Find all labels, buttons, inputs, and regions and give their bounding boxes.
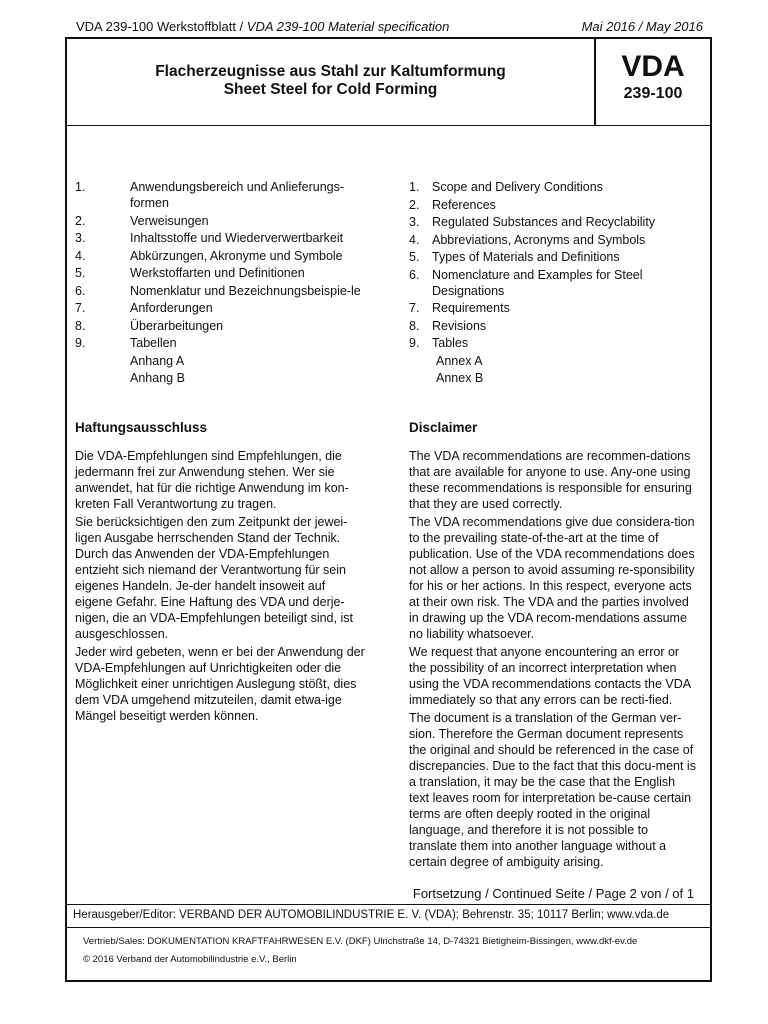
toc-item-number: 1. xyxy=(409,180,420,194)
toc-item-number: 1. xyxy=(75,180,86,194)
document-frame xyxy=(65,37,712,982)
toc-item-number: 4. xyxy=(409,232,420,247)
toc-item-label: Werkstoffarten und Definitionen xyxy=(130,266,305,280)
toc-item-label: Types of Materials and Definitions xyxy=(432,250,620,264)
page-continuation: Fortsetzung / Continued Seite / Page 2 von / of 1 xyxy=(412,886,694,901)
toc-item xyxy=(75,213,365,229)
toc-item-label: Nomenclature and Examples for Steel Designations xyxy=(432,267,643,298)
toc-item xyxy=(409,318,697,334)
header-title-de: VDA 239-100 Werkstoffblatt / xyxy=(76,19,247,34)
toc-item-number: 8. xyxy=(75,318,86,333)
vda-document-number: 239-100 xyxy=(623,85,683,102)
toc-item-number: 4. xyxy=(75,248,86,263)
title-de: Flacherzeugnisse aus Stahl zur Kaltumformung xyxy=(155,63,506,80)
toc-item-number: 7. xyxy=(75,301,86,315)
toc-item-label: Abbreviations, Acronyms and Symbols xyxy=(432,232,646,247)
toc-item xyxy=(75,265,365,281)
vda-brand: VDA xyxy=(621,50,685,83)
toc-annex-item: Anhang A xyxy=(130,353,185,368)
document-titles xyxy=(67,63,594,99)
toc-item-number: 2. xyxy=(75,213,86,228)
toc-item xyxy=(409,335,697,351)
toc-item-label: References xyxy=(432,197,496,212)
toc-item-label: Überarbeitungen xyxy=(130,318,224,333)
toc-item-number: 5. xyxy=(75,266,86,280)
document-header-left xyxy=(76,19,449,34)
toc-item-label: Inhaltsstoffe und Wiederverwertbarkeit xyxy=(130,231,344,245)
title-en: Sheet Steel for Cold Forming xyxy=(223,81,438,98)
toc-item xyxy=(409,267,697,299)
toc-item-number: 5. xyxy=(409,250,420,264)
toc-item-label: Anforderungen xyxy=(130,301,213,315)
toc-item-label: Abkürzungen, Akronyme und Symbole xyxy=(130,248,343,263)
toc-item xyxy=(409,249,697,265)
toc-item-number: 3. xyxy=(75,231,86,245)
toc-item-number: 8. xyxy=(409,318,420,333)
copyright: © 2016 Verband der Automobilindustrie e.V., Berlin xyxy=(83,954,297,965)
toc-item-number: 7. xyxy=(409,301,420,315)
toc-german xyxy=(75,179,365,388)
toc-item-number: 9. xyxy=(75,336,86,350)
disclaimer-paragraph: The VDA recommendations are recommen-dations that are available for anyone to use. Any-one using these recommendations is responsible for ensuring that they are used correctly. xyxy=(409,449,692,511)
toc-item xyxy=(75,318,365,334)
document-date: Mai 2016 / May 2016 xyxy=(581,19,703,34)
toc-item xyxy=(75,230,365,246)
toc-annex-item: Annex A xyxy=(436,353,483,368)
disclaimer-german xyxy=(75,420,365,726)
toc-item xyxy=(409,179,697,195)
disclaimer-paragraph: Sie berücksichtigen den zum Zeitpunkt der jewei-ligen Ausgabe herrschenden Stand der Technik. Durch das Anwenden der VDA-Empfehlungen entzieht sich niemand der Verantwortung für sein eigenes Handeln. Je-der handelt insoweit auf eigene Gefahr. Eine Haftung des VDA und derje-nigen, die an VDA-Empfehlungen beteiligt sind, ist ausgeschlossen. xyxy=(75,515,353,641)
toc-item xyxy=(409,300,697,316)
disclaimer-paragraph: We request that anyone encountering an error or the possibility of an incorrect interpretation when using the VDA recommendations contacts the VDA immediately so that any errors can be recti-fied. xyxy=(409,645,691,707)
toc-item-label: Tabellen xyxy=(130,336,177,350)
publisher-row xyxy=(67,904,710,928)
toc-item-label: Revisions xyxy=(432,318,487,333)
toc-item-label: Anwendungsbereich und Anlieferungs-formen xyxy=(130,180,345,210)
toc-item-number: 3. xyxy=(409,215,420,229)
toc-item-label: Verweisungen xyxy=(130,213,209,228)
disclaimer-paragraph: Die VDA-Empfehlungen sind Empfehlungen, die jedermann frei zur Anwendung stehen. Wer sie anwendet, hat für die richtige Anwendung im kon-kreten Fall Verantwortung zu tragen. xyxy=(75,449,349,511)
toc-item xyxy=(75,335,365,351)
toc-item-label: Requirements xyxy=(432,301,510,315)
toc-item-number: 2. xyxy=(409,197,420,212)
toc-item-label: Regulated Substances and Recyclability xyxy=(432,215,656,229)
toc-item-number: 6. xyxy=(75,283,86,298)
toc-item xyxy=(75,248,365,264)
toc-item xyxy=(75,179,365,211)
toc-item-label: Tables xyxy=(432,336,469,350)
disclaimer-paragraph: The VDA recommendations give due considera-tion to the prevailing state-of-the-art at the time of publication. Use of the VDA recommendations does not allow a person to avoid assuming re-sponsibility for his or her actions. In this respect, everyone acts at their own risk. The VDA and the parties involved in drawing up the VDA recom-mendations assume no liability whatsoever. xyxy=(409,515,695,641)
toc-item-label: Nomenklatur und Bezeichnungsbeispie-le xyxy=(130,283,361,298)
header-title-en: VDA 239-100 Material specification xyxy=(246,19,450,34)
toc-item xyxy=(409,197,697,213)
sales-info: Vertrieb/Sales: DOKUMENTATION KRAFTFAHRWESEN E.V. (DKF) Ulrichstraße 14, D-74321 Bietigheim-Bissingen, www.dkf-ev.de xyxy=(83,936,638,947)
disclaimer-paragraph: Jeder wird gebeten, wenn er bei der Anwendung der VDA-Empfehlungen auf Unrichtigkeiten oder die Möglichkeit einer unrichtigen Auslegung stößt, dies dem VDA umgehend mitzuteilen, damit etwa-ige Mängel beseitigt werden können. xyxy=(75,645,365,723)
toc-item xyxy=(409,232,697,248)
disclaimer-english xyxy=(409,420,697,872)
vda-number-box xyxy=(594,39,710,125)
title-block xyxy=(67,39,710,126)
toc-english xyxy=(409,179,697,388)
publisher-info: Herausgeber/Editor: VERBAND DER AUTOMOBILINDUSTRIE E. V. (VDA); Behrenstr. 35; 10117 Berlin; www.vda.de xyxy=(73,909,670,921)
toc-item-number: 6. xyxy=(409,267,420,282)
toc-item xyxy=(75,283,365,299)
toc-annex-item: Annex B xyxy=(436,371,484,385)
toc-item-number: 9. xyxy=(409,336,420,350)
disclaimer-heading-de: Haftungsausschluss xyxy=(75,420,208,435)
toc-item xyxy=(75,300,365,316)
disclaimer-heading-en: Disclaimer xyxy=(409,420,478,435)
toc-annex-item: Anhang B xyxy=(130,371,185,385)
disclaimer-paragraph: The document is a translation of the German ver-sion. Therefore the German document represents the original and should be referenced in the case of discrepancies. Due to the fact that this docu-ment is a translation, it may be the case that the English text leaves room for interpretation be-cause certain terms are often deeply rooted in the original language, and therefore it is not possible to translate them into another language without a certain degree of ambiguity arising. xyxy=(409,711,696,869)
toc-item xyxy=(409,214,697,230)
toc-item-label: Scope and Delivery Conditions xyxy=(432,180,603,194)
